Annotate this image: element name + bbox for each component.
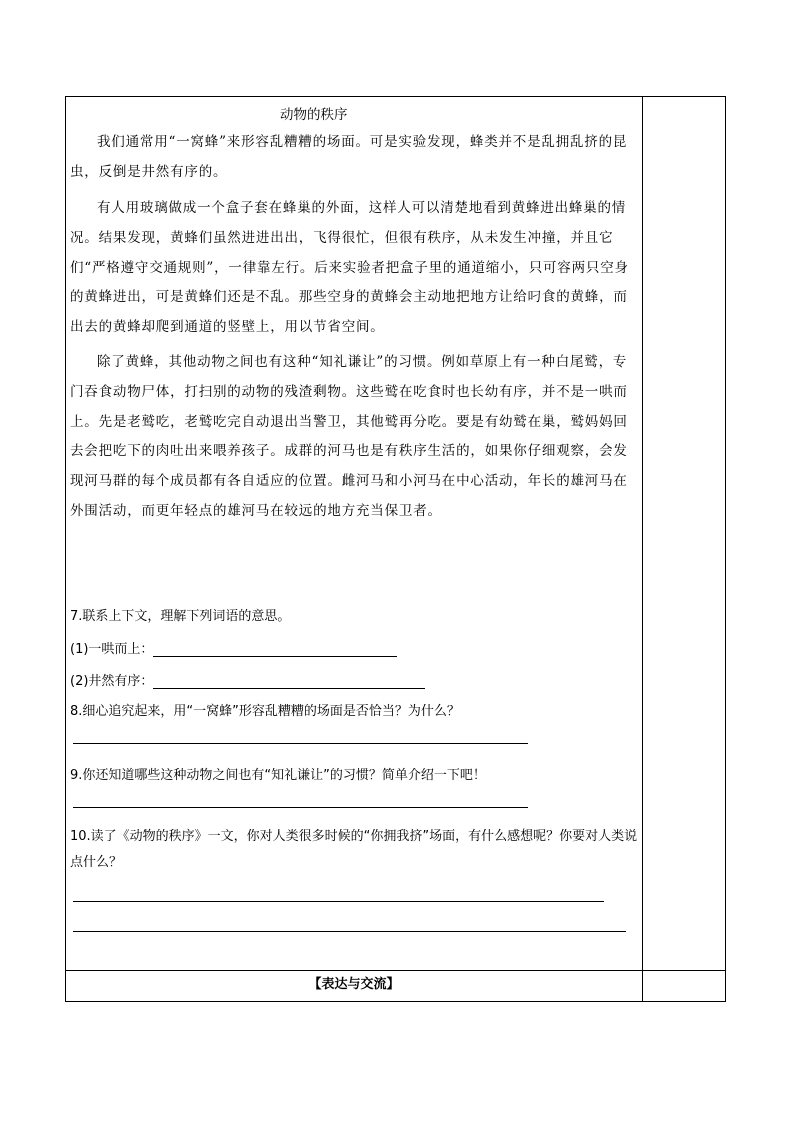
question-7-1-label: (1)一哄而上：: [70, 642, 154, 657]
passage-title: 动物的秩序: [280, 107, 348, 123]
passage-paragraph-1: 我们通常用“一窝蜂”来形容乱糟糟的场面。可是实验发现，蜂类并不是乱拥乱挤的昆虫，反倒是井然有序的。: [70, 134, 628, 180]
answer-line-9[interactable]: [73, 807, 528, 808]
question-9: 9.你还知道哪些这种动物之间也有“知礼谦让”的习惯？简单介绍一下吧！: [70, 768, 486, 783]
answer-line-10-1[interactable]: [73, 901, 604, 902]
column-divider: [642, 97, 643, 1001]
question-10: 10.读了《动物的秩序》一文，你对人类很多时候的“你拥我挤”场面，有什么感想呢？你要对人类说点什么？: [70, 829, 638, 870]
answer-line-8[interactable]: [73, 743, 528, 744]
question-7-1: [70, 638, 397, 657]
passage-paragraph-2: 有人用玻璃做成一个盒子套在蜂巢的外面，这样人可以清楚地看到黄蜂进出蜂巢的情况。结果发现，黄蜂们虽然进进出出，飞得很忙，但很有秩序，从未发生冲撞，并且它们“严格遵守交通规则”，一律靠左行。后来实验者把盒子里的通道缩小，只可容两只空身的黄蜂进出，可是黄蜂们还是不乱。那些空身的黄蜂会主动地把地方让给叼食的黄蜂，而出去的黄蜂却爬到通道的竖壁上，用以节省空间。: [70, 200, 629, 336]
question-7-2: [70, 670, 425, 689]
section-label: 【表达与交流】: [308, 977, 400, 992]
passage-paragraph-3: 除了黄蜂，其他动物之间也有这种“知礼谦让”的习惯。例如草原上有一种白尾鹫，专门吞食动物尸体，打扫别的动物的残渣剩物。这些鹫在吃食时也长幼有序，并不是一哄而上。先是老鹫吃，老鹫吃完自动退出当警卫，其他鹫再分吃。要是有幼鹫在巢，鹫妈妈回去会把吃下的肉吐出来喂养孩子。成群的河马也是有秩序生活的，如果你仔细观察，会发现河马群的每个成员都有各自适应的位置。雌河马和小河马在中心活动，年长的雄河马在外围活动，而更年轻点的雄河马在较远的地方充当保卫者。: [70, 354, 628, 519]
worksheet-table: [65, 96, 726, 1002]
question-8: 8.细心追究起来，用“一窝蜂”形容乱糟糟的场面是否恰当？为什么？: [70, 704, 460, 719]
answer-blank-7-2[interactable]: [153, 674, 425, 689]
reading-section: [66, 97, 642, 970]
question-7: 7.联系上下文，理解下列词语的意思。: [70, 609, 291, 624]
answer-blank-7-1[interactable]: [153, 642, 397, 657]
question-7-2-label: (2)井然有序：: [70, 674, 154, 689]
answer-line-10-2[interactable]: [73, 931, 626, 932]
